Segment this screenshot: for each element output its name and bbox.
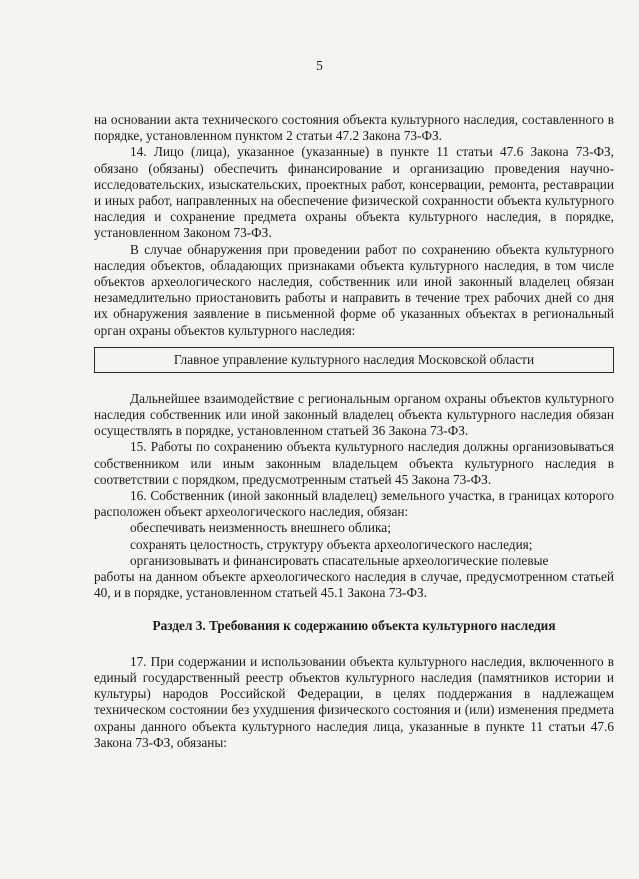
paragraph-continuation: на основании акта технического состояния объекта культурного наследия, составленного в порядке, установленном пунктом 2 статьи 47.2 Закона 73-ФЗ.	[94, 112, 614, 144]
paragraph-17: 17. При содержании и использовании объекта культурного наследия, включенного в единый государственный реестр объектов культурного наследия (памятников истории и культуры) народов Российской Федерации, в целях поддержания в надлежащем техническом состоянии без ухудшения физического состояния и (или) изменения предмета охраны данного объекта культурного наследия лица, указанные в пункте 11 статьи 47.6 Закона 73-ФЗ, обязаны:	[94, 653, 614, 750]
paragraph-discovery: В случае обнаружения при проведении работ по сохранению объекта культурного наследия объектов, обладающих признаками объекта культурного наследия, в том числе объектов археологического наследия, собственник или иной законный владелец обязан незамедлительно приостановить работы и направить в течение трех рабочих дней со дня их обнаружения заявление в письменной форме об указанных объектах в региональный орган охраны объектов культурного наследия:	[94, 241, 614, 338]
page-number: 5	[316, 58, 323, 73]
obligation-item: сохранять целостность, структуру объекта археологического наследия;	[130, 536, 533, 552]
authority-box: Главное управление культурного наследия Московской области	[94, 347, 614, 373]
spacer	[94, 373, 614, 391]
paragraph-interaction: Дальнейшее взаимодействие с региональным органом охраны объектов культурного наследия собственник или иной законный владелец объекта культурного наследия обязан осуществлять в порядке, установленном статьей 36 Закона 73-ФЗ.	[94, 390, 614, 439]
obligation-item: обеспечивать неизменность внешнего облика;	[130, 520, 391, 536]
paragraph-14: 14. Лицо (лица), указанное (указанные) в пункте 11 статьи 47.6 Закона 73-ФЗ, обязано (обязаны) обеспечить финансирование и организацию проведения научно-исследовательских, изыскательских, проектных работ, консервации, ремонта, реставрации и иных работ, направленных на обеспечение физической сохранности объекта культурного наследия и сохранение предмета охраны объекта культурного наследия, в порядке, установленном Законом 73-ФЗ.	[94, 144, 614, 241]
section-heading: Раздел 3. Требования к содержанию объекта культурного наследия	[152, 618, 556, 634]
obligation-item: организовывать и финансировать спасательные археологические полевые	[130, 552, 549, 568]
document-body	[94, 112, 614, 751]
paragraph-16: 16. Собственник (иной законный владелец) земельного участка, в границах которого расположен объект археологического наследия, обязан:	[94, 488, 614, 520]
obligation-continuation: работы на данном объекте археологического наследия в случае, предусмотренном статьей 40, и в порядке, установленном статьей 45.1 Закона 73-ФЗ.	[94, 569, 614, 601]
paragraph-15: 15. Работы по сохранению объекта культурного наследия должны организовываться собственником или иным законным владельцем объекта культурного наследия в соответствии с порядком, предусмотренным статьей 45 Закона 73-ФЗ.	[94, 439, 614, 487]
